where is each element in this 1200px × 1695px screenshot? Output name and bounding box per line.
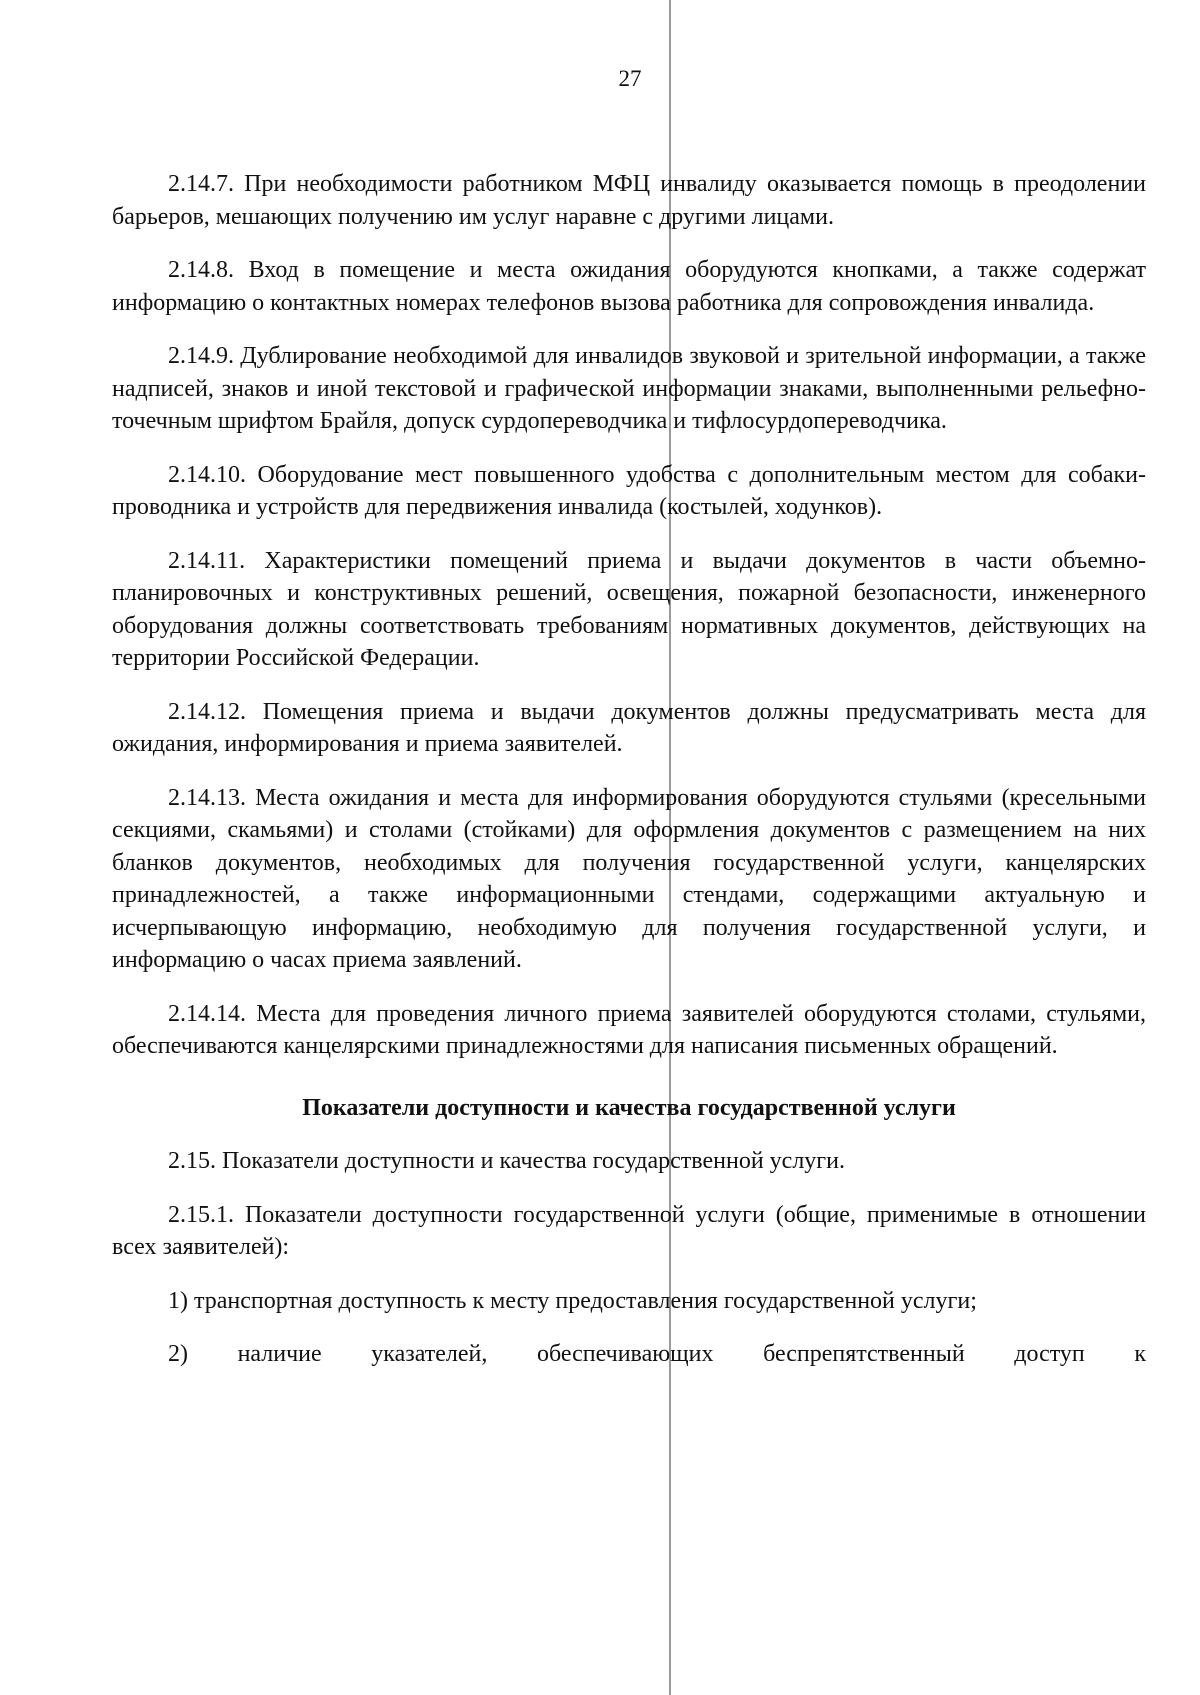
paragraph-2-14-7: 2.14.7. При необходимости работником МФЦ инвалиду оказывается помощь в преодолении барьеров, мешающих получению им услуг наравне с другими лицами. [112,171,1146,230]
paragraph-2-14-10: 2.14.10. Оборудование мест повышенного удобства с дополнительным местом для собаки-проводника и устройств для передвижения инвалида (костылей, ходунков). [112,461,1146,520]
paragraph-2-14-12: 2.14.12. Помещения приема и выдачи документов должны предусматривать места для ожидания, информирования и приема заявителей. [112,698,1146,757]
section-heading: Показатели доступности и качества государственной услуги [302,1094,956,1121]
document-body [112,168,1146,1392]
paragraph-2-14-13: 2.14.13. Места ожидания и места для информирования оборудуются стульями (кресельными секциями, скамьями) и столами (стойками) для оформления документов с размещением на них бланков документов, необходимых для получения государственной услуги, канцелярских принадлежностей, а также информационными стендами, содержащими актуальную и исчерпывающую информацию, необходимую для получения государственной услуги, и информацию о часах приема заявлений. [112,784,1146,973]
list-item-2: 2) наличие указателей, обеспечивающих беспрепятственный доступ к [168,1341,1146,1367]
paragraph-2-14-9: 2.14.9. Дублирование необходимой для инвалидов звуковой и зрительной информации, а также надписей, знаков и иной текстовой и графической информации знаками, выполненными рельефно-точечным шрифтом Брайля, допуск сурдопереводчика и тифлосурдопереводчика. [112,343,1146,434]
paragraph-2-15: 2.15. Показатели доступности и качества государственной услуги. [168,1148,845,1174]
paragraph-2-15-1: 2.15.1. Показатели доступности государственной услуги (общие, применимые в отношении всех заявителей): [112,1201,1146,1260]
paragraph-2-14-8: 2.14.8. Вход в помещение и места ожидания оборудуются кнопками, а также содержат информацию о контактных номерах телефонов вызова работника для сопровождения инвалида. [112,257,1146,316]
list-item-1: 1) транспортная доступность к месту предоставления государственной услуги; [168,1287,977,1314]
paragraph-2-14-14: 2.14.14. Места для проведения личного приема заявителей оборудуются столами, стульями, обеспечиваются канцелярскими принадлежностями для написания письменных обращений. [112,1000,1146,1059]
paragraph-2-14-11: 2.14.11. Характеристики помещений приема и выдачи документов в части объемно-планировочных и конструктивных решений, освещения, пожарной безопасности, инженерного оборудования должны соответствовать требованиям нормативных документов, действующих на территории Российской Федерации. [112,547,1146,671]
page-number: 27 [618,66,642,91]
